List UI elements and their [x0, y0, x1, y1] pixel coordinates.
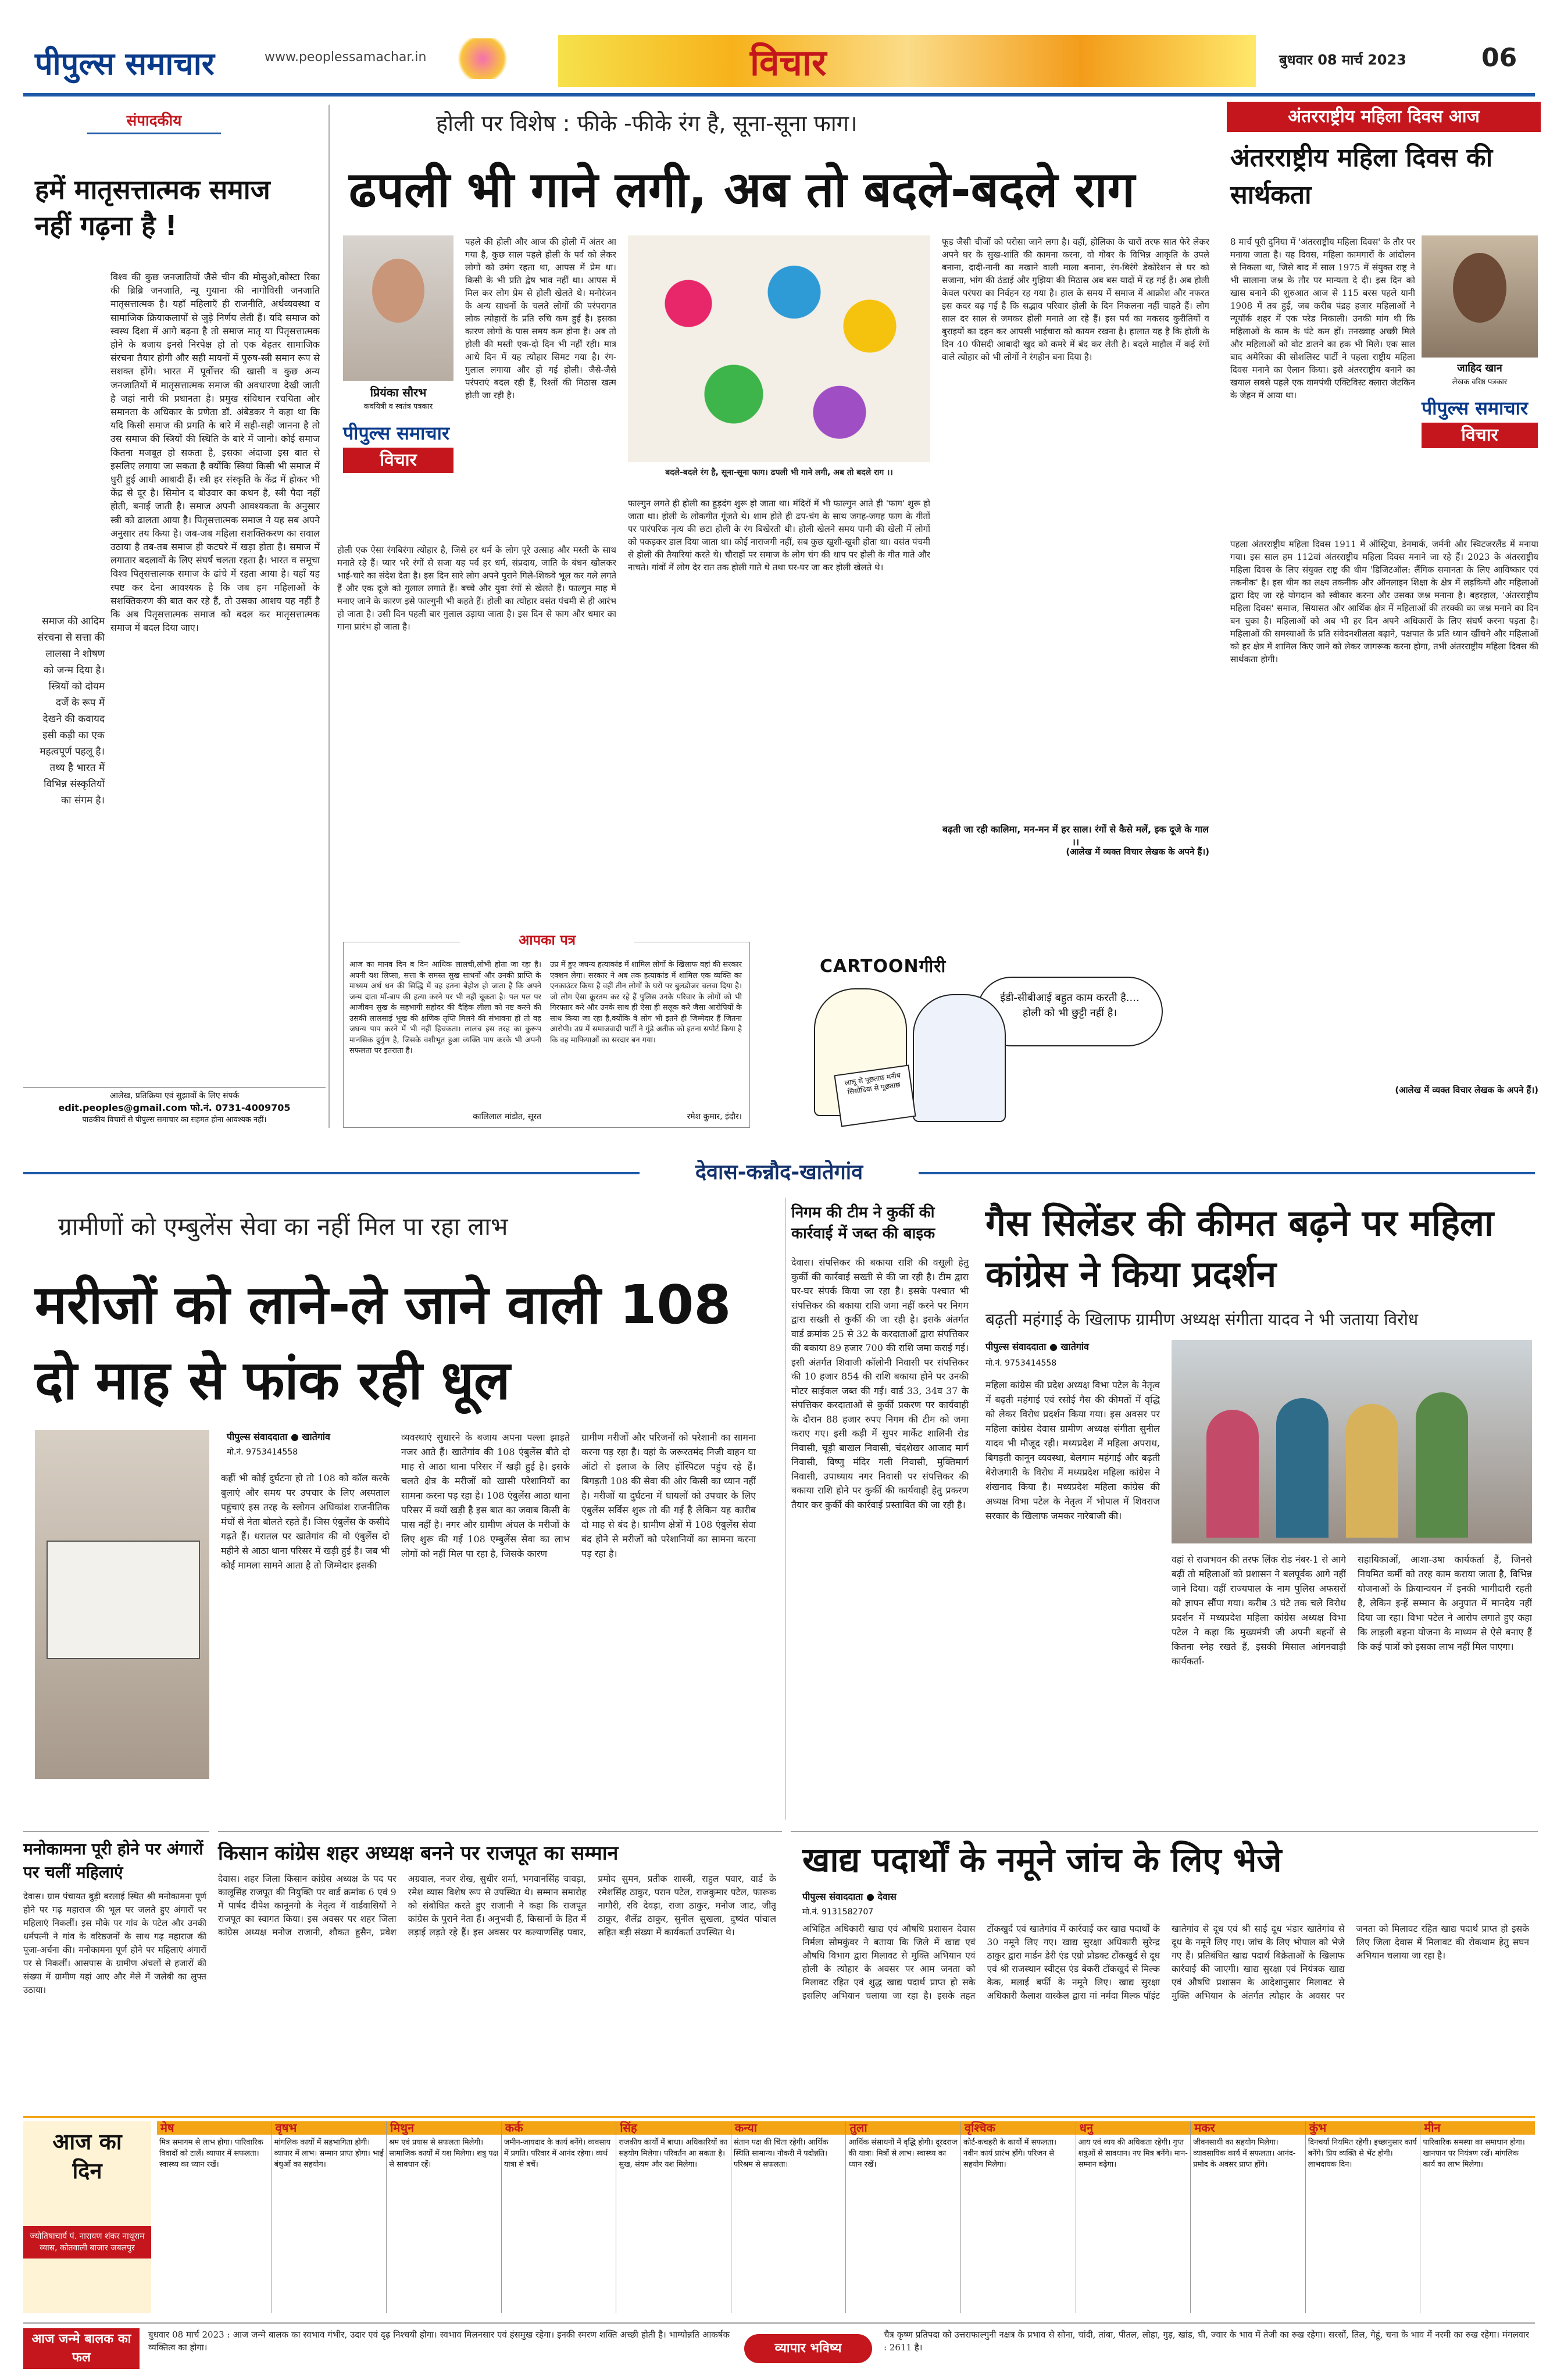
zodiac-name: वृश्चिक	[961, 2121, 1076, 2135]
letter-1-author: कालिलाल मांडोत, सूरत	[473, 1112, 541, 1121]
author-title: कवयित्री व स्वतंत्र पत्रकार	[363, 402, 433, 411]
page-number: 06	[1481, 43, 1517, 73]
zodiac-makar	[1191, 2121, 1306, 2313]
ambulance-article	[23, 1198, 773, 1820]
zodiac-text: दिनचर्या नियमित रहेगी। इच्छानुसार कार्य बनेंगे। प्रिय व्यक्ति से भेंट होगी। लाभदायक दिन।	[1308, 2138, 1417, 2169]
born-today-label: आज जन्मे बालक का फल	[23, 2328, 140, 2369]
food-byline: पीपुल्स संवाददाता ● देवास	[802, 1891, 897, 1902]
holi-article	[337, 102, 1221, 857]
food-body: अभिहित अधिकारी खाद्य एवं औषधि प्रशासन देवास निर्मला सोमकुंवर ने बताया कि जिले में खाद्य एवं औषधि विभाग द्वारा मिलावट से मुक्ति अभियान एवं होली के त्योहार के अवसर पर आम जनता को मिलावट रहित एवं शुद्ध खाद्य पदार्थ प्राप्त हो सके इसलिए अभियान चलाया जा रहा है। इसके तहत टोंकखुर्द एवं खातेगांव में कार्रवाई कर खाद्य पदार्थों के 30 नमूने लिए गए। खाद्य सुरक्षा अधिकारी सुरेन्द्र ठाकुर द्वारा मार्डन डेरी एंड एग्रो प्रोडक्ट टोंकखुर्द से दूध एवं श्री राजस्थान स्वीट्स एंड बेकरी टोंकखुर्द से मिल्क केक, मलाई बर्फी के नमूने लिए। खाद्य सुरक्षा अधिकारी कैलाश वास्केल द्वारा मां नर्मदा मिल्क पॉइंट खातेगांव से दूध एवं श्री साई दूध भंडार खातेगांव से दूध के नमूने लिए गए। जांच के लिए भोपाल को भेजे गए हैं। प्रतिबंधित खाद्य पदार्थ बिक्रेताओं के खिलाफ कार्रवाई की जाएगी। खाद्य सुरक्षा एवं नियंत्रक खाद्य एवं औषधि प्रशासन के आदेशानुसार मिलावट से मुक्ति अभियान के अंतर्गत त्योहार के अवसर पर जनता को मिलावट रहित खाद्य पदार्थ प्राप्त हो इसके लिए जिला देवास में मिलावट की रोकथाम हेतु सघन अभियान चलाया जा रहा है।	[802, 1924, 1529, 2001]
zodiac-name: कन्या	[731, 2121, 846, 2135]
zodiac-kark	[502, 2121, 617, 2313]
holi-logo: पीपुल्स समाचार	[343, 422, 449, 444]
masthead	[0, 0, 1557, 99]
zodiac-name: तुला	[846, 2121, 960, 2135]
author-name: प्रियंका सौरभ	[370, 385, 427, 399]
womens-logo-tag: विचार	[1422, 423, 1538, 448]
market-text: चैत्र कृष्ण प्रतिपदा को उत्तराफाल्गुनी नक्षत्र के प्रभाव से सोना, चांदी, तांबा, पीतल, लोहा, गुड़, खांड, घी, ज्वार के भाव में तेजी का रुख रहेगा। सरसों, तिल, गेहूं, चना के भाव में नरमी का रुख रहेगा। मंगलवार : 2611 है।	[884, 2329, 1529, 2353]
column-divider	[328, 105, 330, 1128]
womens-day-tag: अंतरराष्ट्रीय महिला दिवस आज	[1227, 102, 1541, 132]
holi-note: (आलेख में व्यक्त विचार लेखक के अपने हैं।)	[1066, 846, 1209, 857]
zodiac-text: संतान पक्ष की चिंता रहेगी। आर्थिक स्थिति सामान्य। नौकरी में पदोन्नति। परिश्रम से सफलता।	[733, 2138, 829, 2169]
gas-col-1: महिला कांग्रेस की प्रदेश अध्यक्ष विभा पटेल के नेतृत्व में बढ़ती महंगाई एवं रसोई गैस की कीमतों में वृद्धि को लेकर विरोध प्रदर्शन किया गया। इस अवसर पर महिला कांग्रेस देवास ग्रामीण अध्यक्ष संगीता सुनील यादव भी मौजूद रही। मध्यप्रदेश में महिला अपराध, बिगड़ती कानून व्यवस्था, बेलगाम महंगाई और बढ़ती बेरोजगारी के विरोध में मध्यप्रदेश महिला कांग्रेस ने शंखनाद किया है। मध्यप्रदेश महिला कांग्रेस की अध्यक्ष विभा पटेल के नेतृत्व में भोपाल में शिवराज सरकार के खिलाफ जमकर नारेबाजी की।	[985, 1380, 1160, 1521]
zodiac-name: कर्क	[502, 2121, 616, 2135]
food-mobile: मो.नं. 9131582707	[802, 1907, 874, 1917]
ambulance-headline: मरीजों को लाने-ले जाने वाली 108 दो माह से फांक रही धूल	[35, 1274, 731, 1411]
editorial-tag: संपादकीय	[87, 108, 221, 134]
market-label: व्यापार भविष्य	[744, 2334, 872, 2363]
kisan-body: देवास। शहर जिला किसान कांग्रेस अध्यक्ष के पद पर कालूसिंह राजपूत की नियुक्ति पर वार्ड क्रमांक 6 एवं 9 में पार्षद दीपेश कानूनगो के नेतृत्व में वार्डवासियों ने राजपूत का स्वागत किया। इस अवसर पर शहर जिला कांग्रेस अध्यक्ष मनोज राजानी, शौकत हुसैन, प्रवेश अग्रवाल, नजर शेख, सुधीर शर्मा, भगवानसिंह चावड़ा, रमेश व्यास विशेष रूप से उपस्थित थे। सम्मान समारोह को संबोधित करते हुए राजानी ने कहा कि राजपूत कांग्रेस के पुराने नेता हैं। अनुभवी हैं, किसानों के हित में लड़ाई लड़ते रहे हैं। इस अवसर पर कल्याणसिंह पवार, प्रमोद सुमन, प्रतीक शास्त्री, राहुल पवार, वार्ड के रमेशसिंह ठाकुर, परान पटेल, राजकुमार पटेल, फारूक नागौरी, रवि देवड़ा, राजा ठाकुर, मनोज जाट, जीतू ठाकुर, शैलेंद्र ठाकुर, सुनील सुखला, दुष्यंत पांचाल सहित बड़ी संख्या में कार्यकर्ता उपस्थित थे।	[218, 1874, 776, 1938]
letter-1: आज का मानव दिन ब दिन आधिक लालची,लोभी होता जा रहा है। अपनी यश लिप्सा, सत्ता के समस्त सुख साधनों और उनकी प्राप्ति के माध्यम अर्थ धन की सिद्धि में वह इतना बेहोश हो जाता है कि अपने जन्म दाता माँ-बाप की हत्या करने पर भी नहीं चूकता है। पल पल पर आजीवन सुख के सहभागी सहोदर की दैहिक लीला को नष्ट करने की उसकी लालसाई भूख की क्षणिक तृप्ति मिलने की संभावना हो तो वह जघन्य पाप करने में भी नहीं हिचकता। लालच इस तरह का कुरूप मानसिक दुर्गुण है, जिसके वशीभूत हुआ व्यक्ति पाप करके भी अपनी सफलता पर इतराता है।	[349, 960, 541, 1055]
zodiac-text: आय एवं व्यय की अधिकता रहेगी। गुप्त शत्रुओं से सावधान। नए मित्र बनेंगे। मान-सम्मान बढ़ेगा।	[1078, 2138, 1188, 2169]
womens-day-body-2: पहला अंतरराष्ट्रीय महिला दिवस 1911 में ऑस्ट्रिया, डेनमार्क, जर्मनी और स्विटजरलैंड में मनाया गया। इस साल हम 112वां अंतरराष्ट्रीय महिला दिवस मनाने जा रहे हैं। 2023 के अंतरराष्ट्रीय महिला दिवस के लिए संयुक्त राष्ट्र की थीम 'डिजिटऑल: लैंगिक समानता के लिए आविष्कार एवं तकनीक' है। इस थीम का लक्ष्य तकनीक और ऑनलाइन शिक्षा के क्षेत्र में लड़कियों और महिलाओं द्वारा दिए जा रहे योगदान को स्वीकार करना और उसका जश्न मनाना है। बहरहाल, 'अंतरराष्ट्रीय महिला दिवस' समाज, सियासत और आर्थिक क्षेत्र में महिलाओं की तरक्की का जश्न मनाने का दिन बन चुका है। महिलाओं को अब भी हर दिन अपने अधिकारों के लिए संघर्ष करना पड़ता है। महिलाओं की समस्याओं के प्रति संवेदनशीलता बढ़ाने, पक्षपात के प्रति ध्यान खींचने और महिलाओं को हर क्षेत्र में शामिल किए जाने को लेकर जागरूक करना होगा, तभी अंतरराष्ट्रीय महिला दिवस की सार्थकता होगी।	[1230, 539, 1538, 664]
zodiac-name: धनु	[1076, 2121, 1191, 2135]
ambulance-col-1: कहीं भी कोई दुर्घटना हो तो 108 को कॉल करके बुलाएं और समय पर उपचार के लिए अस्पताल पहुंचाएं इस तरह के स्लोगन अधिकांश राजनीतिक मंचों से नेता बोलते रहते हैं। जिस एंबुलेंस के कसीदे गढ़ते हैं। धरातल पर खातेगांव की वो एंबुलेंस दो महीने से आठा थाना परिसर में खड़ी हुई है। जब भी कोई मामला सामने आता है तो जिम्मेदार इसकी	[221, 1473, 390, 1571]
bike-body: देवास। संपत्तिकर की बकाया राशि की वसूली हेतु कुर्की की कार्रवाई सख्ती से की जा रही है। टीम द्वारा घर-घर संपर्क किया जा रहा है। इसके पश्चात भी संपत्तिकर की बकाया राशि जमा नहीं करने पर निगम द्वारा सख्ती से कुर्की की जा रही है। इसके अंतर्गत वार्ड क्रमांक 25 से 32 के करदाताओं द्वारा संपत्तिकर की बकाया 89 हजार 700 की राशि जमा कराई गई। इसी अंतर्गत शिवाजी कॉलोनी निवासी पर संपत्तिकर की 10 हजार 854 की राशि बकाया होने पर उनकी मोटर साईकल जब्त की गई। वार्ड 33, 34व 37 के संपत्तिकर करदाताओं से कुर्की प्रकरण पर कार्यवाही के दौरान 88 हजार रुपए निगम की टीम को जमा कराए गए। इसी कड़ी में सुपर मार्केट शालिनी रोड निवासी, चूड़ी बाखल निवासी, चंदशेखर आजाद मार्ग निवासी, विष्णु मंदिर गली निवासी, मुक्तिमार्ग निवासी, उपाध्याय नगर निवासी पर संपत्तिकर की बकाया राशि होने पर कुर्की की कार्यवाही हेतु प्रकरण तैयार कर कुर्की की कार्रवाई प्रस्तावित की जा रही है।	[791, 1257, 969, 1510]
gas-headline: गैस सिलेंडर की कीमत बढ़ने पर महिला कांग्रेस ने किया प्रदर्शन	[985, 1202, 1494, 1295]
ambulance-photo	[35, 1430, 209, 1779]
gas-mobile: मो.नं. 9753414558	[985, 1359, 1057, 1368]
bubble-text: ईडी-सीबीआई बहुत काम करती है.... होली को भी छुट्टी नहीं है।	[1000, 992, 1140, 1019]
manokamna-headline: मनोकामना पूरी होने पर अंगारों पर चलीं महिलाएं	[23, 1839, 203, 1882]
ambulance-col-2: व्यवस्थाएं सुधारने के बजाय अपना पल्ला झाड़ते नजर आते हैं। खातेगांव की 108 एंबुलेंस बीते दो माह से आठा थाना परिसर में खड़ी हुई है। इसके चलते क्षेत्र के मरीजों को खासी परेशानियों का सामना करना पड़ रहा है। 108 एंबुलेंस आठा थाना परिसर में क्यों खड़ी है इस बात का जवाब किसी के पास नहीं है। नगर और ग्रामीण अंचल के मरीजों के लिए शुरू की गई 108 एम्बुलेंस सेवा का लाभ लोगों को नहीं मिल पा रहा है, जिसके कारण	[401, 1432, 570, 1559]
zodiac-name: मेष	[157, 2121, 272, 2135]
holi-photo-caption: बदले-बदले रंग है, सूना-सूना फाग। ढपली भी गाने लगी, अब तो बदले राग ।।	[665, 468, 893, 477]
section-banner	[558, 35, 1256, 87]
letters-box	[343, 932, 750, 1128]
cartoon-paper-text: लालू से पूछताछ मनीष सिसोदिया से पूछताछ	[844, 1071, 901, 1096]
zodiac-text: राजकीय कार्यों में बाधा। अधिकारियों का सहयोग मिलेगा। परिवर्तन आ सकता है। सुख, संयम और यश मिलेगा।	[619, 2138, 727, 2169]
footer-strip	[23, 2322, 1535, 2375]
banner-title: देवास-कन्नौद-खातेगांव	[640, 1157, 919, 1189]
zodiac-tula	[846, 2121, 961, 2313]
zodiac-name: मकर	[1191, 2121, 1305, 2135]
zodiac-text: मित्र समागम से लाभ होगा। पारिवारिक विवादों को टालें। व्यापार में सफलता। स्वास्थ्य का ध्यान रखें।	[159, 2138, 263, 2169]
letter-2-author: रमेश कुमार, इंदौर।	[687, 1112, 742, 1121]
zodiac-text: पारिवारिक समस्या का समाधान होगा। खानपान पर नियंत्रण रखें। मांगलिक कार्य का लाभ मिलेगा।	[1423, 2138, 1525, 2169]
holi-color-photo	[628, 235, 930, 462]
zodiac-text: जमीन-जायदाद के कार्य बनेंगे। व्यवसाय में प्रगति। परिवार में आनंद रहेगा। व्यर्थ यात्रा से बचें।	[503, 2138, 611, 2169]
today-label: आज का दिन	[52, 2129, 122, 2184]
womens-day-article	[1227, 102, 1541, 1131]
editorial-pullquote: समाज की आदिम संरचना से सत्ता की लालसा ने शोषण को जन्म दिया है। स्त्रियों को दोयम दर्जे के रूप में देखने की कवायद इसी कड़ी का एक महत्वपूर्ण पहलू है। तथ्य है भारत में विभिन्न संस्कृतियों का संगम है।	[37, 616, 105, 806]
zodiac-text: श्रम एवं प्रयास से सफलता मिलेगी। सामाजिक कार्यों में यश मिलेगा। शत्रु पक्ष से सावधान रहें।	[389, 2138, 498, 2169]
manokamna-body: देवास। ग्राम पंचायत बुड़ी बरलाई स्थित श्री मनोकामना पूर्ण होने पर गढ़ महाराज की भूल पर जलते हुए अंगारों पर महिलाएं निकलीं। इस मौके पर गांव के पटेल और उनकी धर्मपत्नी ने गांव के वरिष्ठजनों के साथ गढ़ महाराज की पूजा-अर्चना की। मनोकामना पूर्ण होने पर महिलाएं अंगारों पर से निकलीं। आसपास के ग्रामीण अंचलों से हजारों की संख्या में ग्रामीण यहां आए और मेले में जलेबी का लुफ्त उठाया।	[23, 1891, 206, 1995]
author-title-zahid: लेखक वरिष्ठ पत्रकार	[1452, 378, 1508, 387]
zodiac-text: कोर्ट-कचहरी के कार्यों में सफलता। नवीन कार्य प्रारंभ होंगे। परिजन से सहयोग मिलेगा।	[963, 2138, 1057, 2169]
womens-day-body-1: 8 मार्च पूरी दुनिया में 'अंतरराष्ट्रीय महिला दिवस' के तौर पर मनाया जाता है। यह दिवस, महिला कामगारों के आंदोलन से निकला था, जिसे बाद में साल 1975 में संयुक्त राष्ट्र ने भी सालाना जश्न के तौर पर मान्यता दे दी। इस दिन को खास बनाने की शुरुआत आज से 115 बरस पहले यानी 1908 में तब हुई, जब करीब पंद्रह हजार महिलाओं ने न्यूयॉर्क शहर में एक परेड निकाली। उनकी मांग थी कि महिलाओं के काम के घंटे कम हों। तनख्वाह अच्छी मिले और महिलाओं को वोट डालने का हक भी मिले। एक साल बाद अमेरिका की सोशलिस्ट पार्टी ने पहला राष्ट्रीय महिला दिवस मनाने का ऐलान किया। इसे अंतरराष्ट्रीय बनाने का खयाल सबसे पहले एक वामपंथी एक्टिविस्ट क्लारा जेटकिन के जेहन में आया था।	[1230, 237, 1415, 401]
author-name-zahid: जाहिद खान	[1457, 362, 1502, 374]
editorial-section	[23, 102, 326, 1090]
manokamna-article	[23, 1831, 209, 2104]
cartoon-figure-right	[913, 994, 1006, 1122]
author-photo-zahid	[1422, 235, 1538, 358]
zodiac-dhanu	[1076, 2121, 1191, 2313]
kisan-article	[218, 1831, 782, 2104]
author-photo	[343, 235, 453, 381]
disclaimer: पाठकीय विचारों से पीपुल्स समाचार का सहमत होना आवश्यक नहीं।	[82, 1116, 267, 1124]
zodiac-text: जीवनसाथी का सहयोग मिलेगा। व्यावसायिक कार्य में सफलता। आनंद-प्रमोद के अवसर प्राप्त होंगे।	[1193, 2138, 1296, 2169]
bike-headline: निगम की टीम ने कुर्की की कार्रवाई में जब्त की बाइक	[791, 1204, 935, 1242]
zodiac-text: मांगलिक कार्यों में सहभागिता होगी। व्यापार में लाभ। सम्मान प्राप्त होगा। भाई बंधुओं का सहयोग।	[274, 2138, 384, 2169]
womens-day-headline: अंतरराष्ट्रीय महिला दिवस की सार्थकता	[1230, 143, 1493, 210]
contact-label: आलेख, प्रतिक्रिया एवं सुझावों के लिए संपर्क	[109, 1091, 240, 1100]
born-today-text: बुधवार 08 मार्च 2023 : आज जन्मे बालक का स्वभाव गंभीर, उदार एवं दृढ़ निश्चयी होगा। स्वभाव मिलनसार एवं हंसमुख रहेगा। इनकी स्मरण शक्ति अच्छी होती है। भाग्योन्नति आकर्षक व्यक्तित्व का होगा।	[148, 2329, 730, 2353]
ambulance-kicker: ग्रामीणों को एम्बुलेंस सेवा का नहीं मिल पा रहा लाभ	[58, 1212, 508, 1241]
holi-kicker: होली पर विशेष : फीके -फीके रंग है, सूना-सूना फाग।	[436, 110, 858, 136]
editorial-headline: हमें मातृसत्तात्मक समाज नहीं गढ़ना है !	[35, 174, 270, 241]
gas-col-3: सहायिकाओं, आशा-उषा कार्यकर्ता हैं, जिनसे नियमित कर्मी को तरह काम कराया जाता है, विभिन्न योजनाओं के क्रियान्वयन में इनकी भागीदारी रहती है, लेकिन इन्हें सम्मान के अनुपात में मानदेय नहीं दिया जा रहा। विभा पटेल ने आरोप लगाते हुए कहा कि लाड़ली बहना योजना के माध्यम से ऐसे बनाए हैं कि कई पात्रों को इसका लाभ नहीं मिल पाएगा।	[1358, 1554, 1532, 1652]
holi-decoration-left	[453, 38, 512, 79]
holi-logo-tag: विचार	[343, 448, 453, 473]
food-headline: खाद्य पदार्थों के नमूने जांच के लिए भेजे	[802, 1840, 1282, 1879]
zodiac-name: सिंह	[616, 2121, 731, 2135]
zodiac-name: मीन	[1420, 2121, 1535, 2135]
letter-2: उप्र में हुए जघन्य हत्याकांड में शामिल लोगों के खिलाफ वहां की सरकार एक्शन लेगा। सरकार ने अब तक हत्याकांड में शामिल एक व्यक्ति का एनकाउंटर किया है वहीं तीन लोगों के घरों पर बुलडोजर चलवा दिया है। जो लोग ऐसा क्रूरतम कर रहे हैं पुलिस उनके परिवार के लोगों को भी गिरफ्तार करे और उनके साथ ही ऐसा ही सलूक करे जैसा आरोपियों के साथ किया जा रहा है,क्योंकि वे लोग भी इतने ही जिम्मेदार हैं जितना आरोपी। उप्र में समाजवादी पार्टी ने गुंडे अतीक को इतना सपोर्ट किया है कि वह माफियाओं का सरदार बन गया।	[550, 960, 742, 1045]
holi-col-4: फूड जैसी चीजों को परोसा जाने लगा है। वहीं, होलिका के चारों तरफ सात फेरे लेकर अपने घर के सुख-शांति की कामना करना, वो गोबर के विभिन्न आकृति के उपले बनाना, दादी-नानी का मखाने वाली माला बनाना, रंग-बिरंगे डेकोरेशन से घर को सजाना, भांग की ठंडाई और गुझिया की मिठास अब बस यादों में रह गई हैं। अब होली केवल परंपरा का निर्वहन रह गया है। हाल के समय में समाज में आक्रोश और नफरत इस कदर बढ़ गई है कि सद्भाव परिवार होली के दिन निकलना नहीं चाहते हैं। लोग साल दर साल से जमकर होली मनाते आ रहे हैं। इस पर्व का मकसद कुरीतियों व बुराइयों का दहन कर आपसी भाईचारा को कायम रखना है। हालात यह है कि होली के दिन 40 फीसदी आबादी खुद को कमरे में बंद कर लेती है। बदले माहौल में कई रंगों वाले त्योहार को भी लोगों ने रंगहीन बना दिया है।	[942, 237, 1209, 362]
zodiac-kumbh	[1306, 2121, 1421, 2313]
zodiac-mesh	[157, 2121, 272, 2313]
gas-col-2: वहां से राजभवन की तरफ लिंक रोड नंबर-1 से आगे बढ़ीं तो महिलाओं को प्रशासन ने बलपूर्वक आगे नहीं जाने दिया। वहीं राज्यपाल के नाम पुलिस अफसरों को ज्ञापन सौंपा गया। करीब 3 घंटे तक चले विरोध प्रदर्शन में मध्यप्रदेश महिला कांग्रेस अध्यक्ष विभा पटेल ने कहा कि मुख्यमंत्री जी अपनी बहनों से कितना स्नेह रखते हैं, इसकी मिसाल आंगनवाड़ी कार्यकर्ता-	[1172, 1554, 1346, 1667]
gas-protest-photo	[1172, 1340, 1532, 1543]
holi-col-3: फाल्गुन लगते ही होली का हुड़दंग शुरू हो जाता था। मंदिरों में भी फाल्गुन आते ही 'फाग' शुरू हो जाता था। होली के लोकगीत गूंजते थे। शाम होते ही ढप-चंग के साथ जगह-जगह फाग के गीतों पर पारंपरिक नृत्य की छटा होली के रंग बिखेरती थी। होली खेलने समय पानी की खेली में लोगों को पकड़कर डाल दिया जाता था। कोई नाराजगी नहीं, सब कुछ खुशी-खुशी होता था। वसंत पंचमी से होली की तैयारियां करते थे। चौराहों पर समाज के लोग चंग की थाप पर होली के गीत गाते और नाचते। गांवों में लोग देर रात तक होली गाते थे तथा घर-घर जा कर होली खेलते थे।	[628, 498, 930, 573]
gas-protest-article	[980, 1198, 1538, 1820]
holi-closing-couplet: बढ़ती जा रही कालिमा, मन-मन में हर साल। रंगों से कैसे मलें, इक दूजे के गाल ।।	[942, 824, 1209, 848]
holi-col-1: पहले की होली और आज की होली में अंतर आ गया है, कुछ साल पहले होली के पर्व को लेकर लोगों को उमंग रहता था, आपस में प्रेम था। किसी के भी प्रति द्वेष भाव नहीं था। आपस में मिल कर लोग प्रेम से होली खेलते थे। मनोरंजन के अन्य साधनों के चलते लोगों की परंपरागत लोक त्योहारों के प्रति रुचि कम हुई है। इसका कारण लोगों के पास समय कम होना है। अब तो होली की मस्ती एक-दो दिन भी नहीं रही। मात्र आधे दिन में यह त्योहार सिमट गया है। रंग-गुलाल लगाया और हो गई होली। जैसे-जैसे परंपराएं बदल रही हैं, रिश्तों की मिठास खत्म होती जा रही है।	[465, 237, 616, 401]
astrologer-credit: ज्योतिषाचार्य पं. नारायण शंकर नाथूराम व्यास, कोतवाली बाजार जबलपुर	[23, 2226, 151, 2259]
womens-logo: पीपुल्स समाचार	[1422, 397, 1528, 419]
zodiac-vrishchik	[961, 2121, 1076, 2313]
letters-title: आपका पत्र	[460, 928, 634, 952]
cartoon-paper	[834, 1064, 916, 1127]
gas-byline: पीपुल्स संवाददाता ● खातेगांव	[985, 1341, 1089, 1352]
gas-subheadline: बढ़ती महंगाई के खिलाफ ग्रामीण अध्यक्ष संगीता यादव ने भी जताया विरोध	[985, 1310, 1419, 1329]
editorial-contact	[23, 1087, 326, 1134]
today-box	[23, 2121, 151, 2313]
contact-info[interactable]: edit.peoples@gmail.com फो.नं. 0731-4009705	[58, 1102, 291, 1113]
zodiac-singh	[616, 2121, 731, 2313]
food-sample-article	[791, 1831, 1538, 2104]
zodiac-grid	[157, 2121, 1535, 2313]
section-title: विचार	[750, 41, 827, 84]
zodiac-text: आर्थिक संसाधनों में वृद्धि होगी। दूरदराज की यात्रा। मित्रों से लाभ। स्वास्थ्य का ध्यान रखें।	[848, 2138, 958, 2169]
cartoon-label: CARTOONगीरी	[820, 956, 947, 977]
womens-day-note: (आलेख में व्यक्त विचार लेखक के अपने हैं।)	[1395, 1085, 1538, 1095]
holi-headline: ढपली भी गाने लगी, अब तो बदले-बदले राग	[349, 161, 1135, 218]
editorial-body: विश्व की कुछ जनजातियों जैसे चीन की मोसुओ,कोस्टा रिका की ब्रिब्रि जनजाति, न्यू गुयाना की नागोविसी जनजाति मातृसत्तात्मक है। यहाँ महिलाएँ ही राजनीति, अर्थव्यवस्था व सामाजिक क्रियाकलापों से जुड़े निर्णय लेती हैं। यदि समाज को स्वस्थ दिशा में आगे बढ़ना है तो समाज मातृ या पितृसत्तात्मक होने के बजाय इनसे निरपेक्ष हो तो एक बेहतर सामाजिक संरचना तैयार होगी और सही मायनों में पुरुष-स्त्री समान रूप से सशक्त होंगे। भारत में पूर्वोत्तर की खासी व कुछ अन्य जनजातियों में मातृसत्तात्मक समाज की अवधारणा देखी जाती है जहां नारी की प्रधानता है। प्रमुख संविधान रचयिता और समानता के अधिकार के प्रणेता डॉ. अंबेडकर ने कहा था कि यदि किसी समाज की प्रगति के बारे में सही-सही जानना है तो उस समाज की स्त्रियों की स्थिति के बारे में जानो। कोई समाज कितना मजबूत हो सकता है, इसका अंदाजा इस बात से इसलिए लगाया जा सकता है क्योंकि स्त्रियां किसी भी समाज में धुरी हुई आधी आबादी हैं। स्त्री हर संस्कृति के केंद्र में होकर भी केंद्र से दूर है। सिमोन द बोउवार का कथन है, स्त्री पैदा नहीं होती, बनाई जाती है। समाज अपनी आवश्यकता के अनुसार स्त्री को ढालता आया है। पितृसत्तात्मक समाज ने यह सब अपने अनुसार तय किया है। जब-जब महिला सशक्तिकरण का सवाल उठाया है तब-तब समाज ही कटघरे में खड़ा होता है। समाज में लगातार बदलावों के लिए संघर्ष चलता रहता है। भारत व समूचा विश्व पितृसत्तात्मक समाज के ढांचे में रहता आया है। यहाँ यह स्पष्ट कर देना आवश्यक है कि जब हम महिलाओं के सशक्तिकरण की बात कर रहे हैं, तो उसका आशय यह नहीं है कि अब पितृसत्तात्मक समाज को बदल कर मातृसत्तात्मक समाज में बदल दिया जाए।	[110, 271, 320, 634]
zodiac-meen	[1420, 2121, 1535, 2313]
ambulance-mobile: मो.नं. 9753414558	[227, 1448, 298, 1457]
zodiac-mithun	[387, 2121, 502, 2313]
header-rule	[23, 93, 1535, 97]
zodiac-name: मिथुन	[387, 2121, 501, 2135]
horoscope-section	[23, 2116, 1535, 2320]
holi-col-2: होली एक ऐसा रंगबिरंगा त्योहार है, जिसे हर धर्म के लोग पूरे उत्साह और मस्ती के साथ मनाते रहे हैं। प्यार भरे रंगों से सजा यह पर्व हर धर्म, संप्रदाय, जाति के बंधन खोलकर भाई-चारे का संदेश देता है। इस दिन सारे लोग अपने पुराने गिले-शिकवे भूल कर गले लगते हैं और एक दूजे को गुलाल लगाते हैं। बच्चे और युवा रंगों से खेलते हैं। फाल्गुन माह में मनाए जाने के कारण इसे फाल्गुनी भी कहते हैं। होली का त्योहार वसंत पंचमी से ही आरंभ हो जाता है। उसी दिन पहली बार गुलाल उड़ाया जाता है। इस दिन से फाग और धमार का गाना प्रारंभ हो जाता है।	[337, 545, 616, 632]
kisan-headline: किसान कांग्रेस शहर अध्यक्ष बनने पर राजपूत का सम्मान	[218, 1842, 619, 1865]
site-url[interactable]: www.peoplessamachar.in	[265, 50, 427, 65]
issue-date: बुधवार 08 मार्च 2023	[1279, 52, 1406, 68]
ambulance-col-3: ग्रामीण मरीजों और परिजनों को परेशानी का सामना करना पड़ रहा है। यहां के जरूरतमंद निजी वाहन या ऑटो से इलाज के लिए हॉस्पिटल पहुंच रहे हैं। बिगड़ती 108 की सेवा की ओर किसी का ध्यान नहीं है। मरीजों या दुर्घटना में घायलों को उपचार के लिए एंबुलेंस सर्विस शुरू तो की गई है लेकिन यह कारीब दो माह से बंद है। ग्रामीण क्षेत्रों में 108 एंबुलेंस सेवा बंद होने से मरीजों को परेशानियों का सामना करना पड़ रहा है।	[581, 1432, 756, 1559]
zodiac-name: कुंभ	[1306, 2121, 1420, 2135]
zodiac-name: वृषभ	[272, 2121, 387, 2135]
bike-article	[785, 1198, 971, 1820]
zodiac-kanya	[731, 2121, 847, 2313]
paper-logo: पीपुल्स समाचार	[35, 45, 215, 82]
ambulance-byline: पीपुल्स संवाददाता ● खातेगांव	[227, 1431, 330, 1442]
cartoon	[767, 953, 1221, 1128]
local-news-banner	[23, 1157, 1535, 1189]
zodiac-vrishabh	[272, 2121, 387, 2313]
